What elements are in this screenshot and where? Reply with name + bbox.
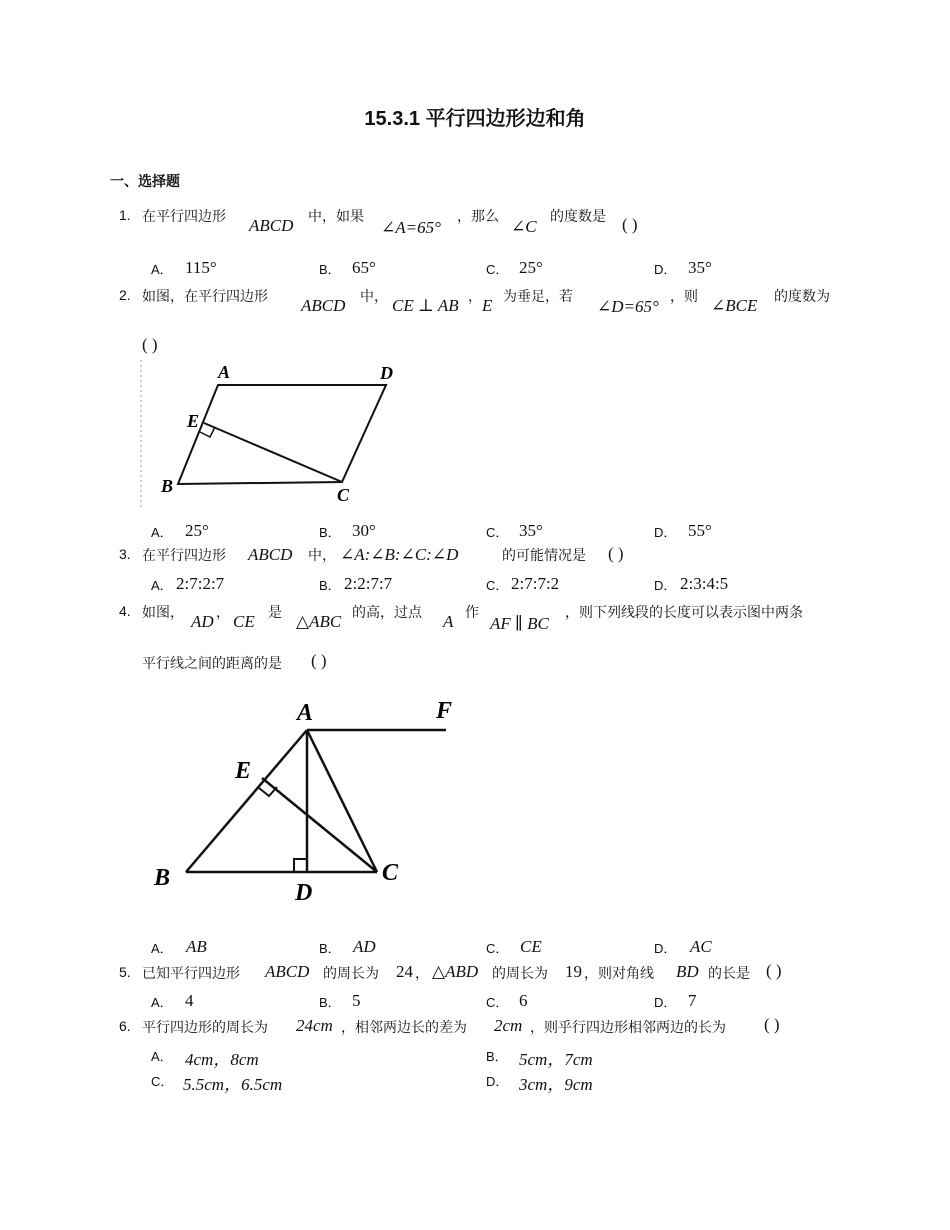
- right-angle-mark-d: [294, 859, 307, 872]
- question-text: ，则: [670, 289, 698, 305]
- question-text: ，: [216, 605, 230, 621]
- segment-ce: [262, 778, 377, 872]
- question-text: 的高，过点: [352, 605, 422, 621]
- option-label: B．: [319, 262, 341, 277]
- math-expr: ABCD: [249, 216, 294, 235]
- math-expr: ∠BCE: [711, 296, 758, 315]
- option-a[interactable]: 4: [185, 991, 194, 1010]
- option-b[interactable]: 5: [352, 991, 361, 1010]
- option-b[interactable]: 65°: [352, 258, 376, 277]
- question-number: 2.: [119, 287, 131, 303]
- answer-paren: ( ): [142, 335, 158, 354]
- question-text: 中，: [308, 548, 336, 564]
- question-text: ，那么: [457, 209, 499, 225]
- math-expr: BD: [676, 962, 699, 981]
- answer-paren: ( ): [311, 651, 327, 670]
- parallelogram-figure: [140, 360, 430, 510]
- option-c[interactable]: 25°: [519, 258, 543, 277]
- math-expr: E: [482, 296, 493, 315]
- vertex-label-e: E: [235, 758, 252, 784]
- option-b[interactable]: 5cm，7cm: [519, 1050, 593, 1069]
- option-a[interactable]: AB: [186, 937, 207, 956]
- option-a[interactable]: 2:7:2:7: [176, 574, 225, 593]
- option-d[interactable]: 2:3:4:5: [680, 574, 729, 593]
- vertex-label-a: A: [297, 700, 314, 726]
- vertex-label-b: B: [161, 476, 174, 496]
- vertex-label-d: D: [380, 363, 393, 383]
- option-label: B．: [486, 1049, 508, 1064]
- option-label: C．: [486, 578, 509, 593]
- question-text: 如图，在平行四边形: [142, 289, 268, 305]
- option-label: C．: [151, 1074, 174, 1089]
- answer-paren: ( ): [622, 215, 638, 234]
- vertex-label-d: D: [295, 880, 313, 906]
- option-label: D．: [654, 525, 677, 540]
- option-label: D．: [486, 1074, 509, 1089]
- math-expr: 2cm: [494, 1016, 523, 1035]
- triangle-figure: [140, 690, 480, 910]
- option-d[interactable]: 7: [688, 991, 697, 1010]
- math-expr: 24cm: [296, 1016, 333, 1035]
- segment-ce: [204, 423, 342, 482]
- question-number: 4.: [119, 603, 131, 619]
- question-text: ，则下列线段的长度可以表示图中两条: [565, 605, 803, 621]
- option-label: A．: [151, 995, 173, 1010]
- question-text: 中，: [360, 289, 388, 305]
- question-text: 的周长为: [492, 966, 548, 982]
- option-label: B．: [319, 525, 341, 540]
- math-expr: △ABD: [432, 962, 479, 981]
- option-label: D．: [654, 995, 677, 1010]
- parallelogram-abcd: [178, 385, 386, 484]
- question-text: 作: [465, 605, 479, 621]
- question-text: ，: [468, 289, 482, 305]
- question-text: ，则对角线: [584, 966, 654, 982]
- option-d[interactable]: 35°: [688, 258, 712, 277]
- math-expr: AD: [191, 612, 214, 631]
- option-d[interactable]: AC: [690, 937, 712, 956]
- question-text: 的可能情况是: [502, 548, 586, 564]
- answer-paren: ( ): [766, 961, 782, 980]
- question-number: 5.: [119, 964, 131, 980]
- vertex-label-f: F: [436, 698, 453, 724]
- option-c[interactable]: 35°: [519, 521, 543, 540]
- question-number: 6.: [119, 1018, 131, 1034]
- option-label: A．: [151, 525, 173, 540]
- question-text: 的长是: [708, 966, 750, 982]
- vertex-label-a: A: [218, 362, 231, 382]
- segment-ac: [307, 730, 377, 872]
- question-text: 是: [268, 605, 282, 621]
- math-expr: ∠A=65°: [381, 218, 441, 237]
- option-b[interactable]: AD: [353, 937, 376, 956]
- option-a[interactable]: 4cm，8cm: [185, 1050, 259, 1069]
- page-title: 15.3.1 平行四边形边和角: [364, 108, 586, 130]
- option-label: C．: [486, 941, 509, 956]
- option-c[interactable]: 5.5cm，6.5cm: [183, 1075, 283, 1094]
- option-label: B．: [319, 578, 341, 593]
- vertex-label-b: B: [154, 865, 171, 891]
- option-b[interactable]: 30°: [352, 521, 376, 540]
- option-label: B．: [319, 995, 341, 1010]
- option-label: A．: [151, 941, 173, 956]
- vertex-label-c: C: [337, 485, 350, 505]
- option-c[interactable]: 6: [519, 991, 528, 1010]
- vertex-label-c: C: [382, 860, 399, 886]
- question-text: 已知平行四边形: [142, 966, 240, 982]
- question-text: 的度数为: [774, 289, 830, 305]
- question-text: 平行线之间的距离的是: [142, 656, 282, 672]
- math-expr: AF ∥ BC: [490, 614, 549, 633]
- option-d[interactable]: 3cm，9cm: [519, 1075, 593, 1094]
- question-text: ，: [415, 966, 429, 982]
- question-number: 1.: [119, 207, 131, 223]
- question-text: 为垂足，若: [503, 289, 573, 305]
- option-label: B．: [319, 941, 341, 956]
- math-expr: A: [443, 612, 454, 631]
- math-expr: 19: [565, 962, 582, 981]
- math-expr: △ABC: [296, 612, 342, 631]
- section-heading: 一、选择题: [110, 174, 180, 190]
- option-a[interactable]: 115°: [185, 258, 217, 277]
- option-label: C．: [486, 995, 509, 1010]
- question-text: 的度数是: [550, 209, 606, 225]
- option-label: A．: [151, 262, 173, 277]
- option-a[interactable]: 25°: [185, 521, 209, 540]
- answer-paren: ( ): [764, 1015, 780, 1034]
- math-expr: CE ⊥ AB: [392, 296, 459, 315]
- right-angle-mark: [200, 427, 215, 437]
- option-label: C．: [486, 525, 509, 540]
- question-text: 中，如果: [308, 209, 364, 225]
- question-number: 3.: [119, 546, 131, 562]
- question-text: 在平行四边形: [142, 548, 226, 564]
- option-label: C．: [486, 262, 509, 277]
- option-label: A．: [151, 578, 173, 593]
- option-c[interactable]: 2:7:7:2: [511, 574, 560, 593]
- vertex-label-e: E: [187, 411, 200, 431]
- math-expr: ABCD: [248, 545, 293, 564]
- math-expr: ∠A:∠B:∠C:∠D: [340, 545, 459, 564]
- question-text: 的周长为: [323, 966, 379, 982]
- math-expr: ABCD: [301, 296, 346, 315]
- question-text: 如图，: [142, 605, 184, 621]
- math-expr: CE: [233, 612, 255, 631]
- option-c[interactable]: CE: [520, 937, 542, 956]
- question-text: 在平行四边形: [142, 209, 226, 225]
- option-label: D．: [654, 941, 677, 956]
- option-label: A．: [151, 1049, 173, 1064]
- question-text: ，则乎行四边形相邻两边的长为: [530, 1020, 726, 1036]
- option-label: D．: [654, 262, 677, 277]
- option-label: D．: [654, 578, 677, 593]
- math-expr: ∠C: [511, 217, 537, 236]
- math-expr: ∠D=65°: [597, 297, 659, 316]
- option-d[interactable]: 55°: [688, 521, 712, 540]
- option-b[interactable]: 2:2:7:7: [344, 574, 393, 593]
- question-text: ，相邻两边长的差为: [341, 1020, 467, 1036]
- answer-paren: ( ): [608, 544, 624, 563]
- question-text: 平行四边形的周长为: [142, 1020, 268, 1036]
- math-expr: 24: [396, 962, 413, 981]
- math-expr: ABCD: [265, 962, 310, 981]
